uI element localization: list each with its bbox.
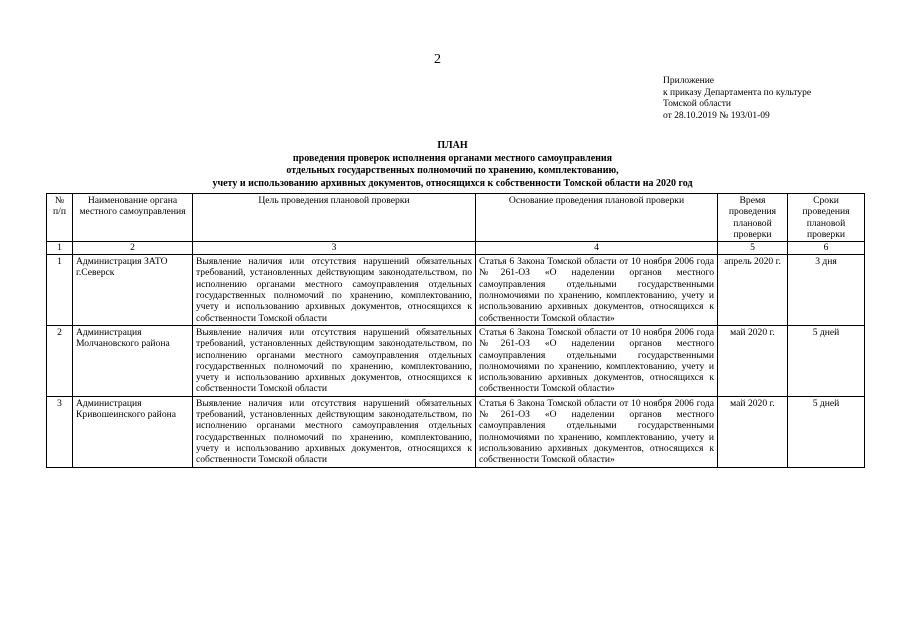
row-basis: Статья 6 Закона Томской области от 10 ноября 2006 года №261-ОЗ «О наделении органов местного самоуправления отдельными государственными полномочиями по хранению, комплектованию, учету и использованию архивных документов, относящихся к собственности Томской области» (476, 396, 718, 467)
document-title: ПЛАН (437, 140, 468, 151)
column-number: 6 (788, 242, 865, 255)
table-header-row (47, 194, 865, 242)
row-time: май 2020 г. (718, 396, 788, 467)
header-duration: Сроки проведения плановой проверки (788, 194, 865, 242)
column-number: 1 (47, 242, 73, 255)
document-subtitle-line: проведения проверок исполнения органами местного самоуправления (292, 152, 613, 164)
page-number: 2 (434, 52, 441, 67)
header-number: № п/п (47, 194, 73, 242)
column-number: 2 (73, 242, 193, 255)
row-goal: Выявление наличия или отсутствия нарушений обязательных требований, установленных действующим законодательством, по исполнению органами местного самоуправления отдельных государственных полномочий по хранению, комплектованию, учету и использованию архивных документов, относящихся к собственности Томской области (193, 325, 476, 396)
row-basis: Статья 6 Закона Томской области от 10 ноября 2006 года №261-ОЗ «О наделении органов местного самоуправления отдельными государственными полномочиями по хранению, комплектованию, учету и использованию архивных документов, относящихся к собственности Томской области» (476, 255, 718, 326)
row-duration: 5 дней (788, 396, 865, 467)
row-organization: Администрация Молчановского района (73, 325, 193, 396)
document-subtitle-line: отдельных государственных полномочий по хранению, комплектованию, (286, 165, 619, 176)
table-row (47, 396, 865, 467)
column-number-row (47, 242, 865, 255)
appendix-note (663, 76, 811, 122)
appendix-line: от 28.10.2019 № 193/01-09 (663, 110, 770, 121)
row-organization: Администрация ЗАТО г.Северск (73, 255, 193, 326)
table-row (47, 255, 865, 326)
row-time: май 2020 г. (718, 325, 788, 396)
table-row (47, 325, 865, 396)
row-number: 2 (47, 325, 73, 396)
document-subtitle-line: учету и использованию архивных документов, относящихся к собственности Томской области на 2020 год (212, 177, 693, 189)
row-time: апрель 2020 г. (718, 255, 788, 326)
row-number: 3 (47, 396, 73, 467)
inspection-plan-table (46, 193, 865, 468)
row-duration: 3 дня (788, 255, 865, 326)
row-basis: Статья 6 Закона Томской области от 10 ноября 2006 года №261-ОЗ «О наделении органов местного самоуправления отдельными государственными полномочиями по хранению, комплектованию, учету и использованию архивных документов, относящихся к собственности Томской области» (476, 325, 718, 396)
row-duration: 5 дней (788, 325, 865, 396)
column-number: 3 (193, 242, 476, 255)
header-basis: Основание проведения плановой проверки (476, 194, 718, 242)
row-organization: Администрация Кривошеинского района (73, 396, 193, 467)
appendix-line: Томской области (663, 99, 731, 109)
column-number: 4 (476, 242, 718, 255)
row-number: 1 (47, 255, 73, 326)
header-goal: Цель проведения плановой проверки (193, 194, 476, 242)
appendix-line: Приложение (663, 76, 714, 86)
row-goal: Выявление наличия или отсутствия нарушений обязательных требований, установленных действующим законодательством, по исполнению органами местного самоуправления отдельных государственных полномочий по хранению, комплектованию, учету и использованию архивных документов, относящихся к собственности Томской области (193, 255, 476, 326)
document-title-block (0, 140, 905, 190)
column-number: 5 (718, 242, 788, 255)
row-goal: Выявление наличия или отсутствия нарушений обязательных требований, установленных действующим законодательством, по исполнению органами местного самоуправления отдельных государственных полномочий по хранению, комплектованию, учету и использованию архивных документов, относящихся к собственности Томской области (193, 396, 476, 467)
appendix-line: к приказу Департамента по культуре (663, 87, 812, 98)
header-organization: Наименование органа местного самоуправления (73, 194, 193, 242)
header-time: Время проведения плановой проверки (718, 194, 788, 242)
